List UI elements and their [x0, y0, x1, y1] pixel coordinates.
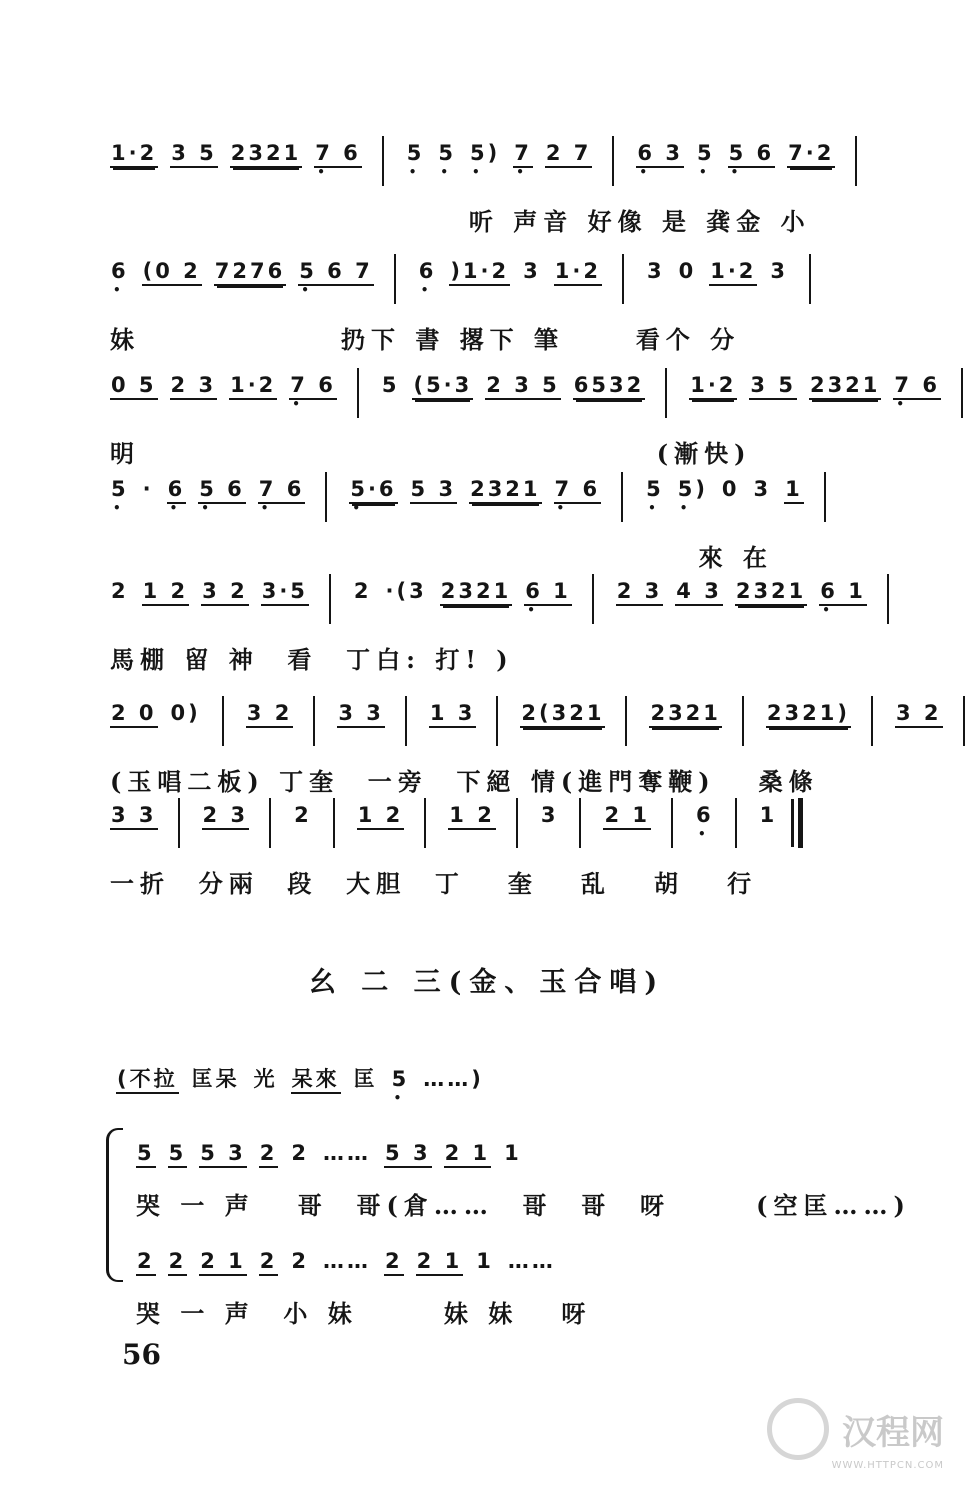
barline: [333, 798, 335, 848]
note: 6 •: [418, 258, 438, 284]
note: 呆來: [291, 1066, 341, 1094]
barline: [516, 798, 518, 848]
note: 2321): [766, 700, 851, 728]
barline: [357, 368, 359, 418]
barline: [592, 574, 594, 624]
note: 0: [678, 259, 697, 283]
note: 5 •: [696, 140, 716, 166]
note: ……: [323, 1141, 372, 1165]
watermark: [767, 1398, 944, 1471]
note: 2 0: [110, 700, 158, 728]
note: 2(321: [520, 700, 605, 728]
note: 2: [136, 1248, 156, 1276]
barline: [424, 798, 426, 848]
note-group: [110, 578, 911, 630]
lyric-line: 听 声音 好像 是 龚金 小: [110, 207, 811, 236]
barline: [496, 696, 498, 746]
barline: [742, 696, 744, 746]
note: 7 6 •: [289, 372, 337, 400]
note: 2: [111, 579, 129, 603]
barline: [671, 798, 673, 848]
lyric-line: 哭 一 声 哥 哥(倉…… 哥 哥 呀 (空匡……): [136, 1191, 911, 1220]
note: 1 2: [448, 802, 496, 830]
note: 2321: [469, 476, 541, 504]
note: 1: [784, 476, 804, 504]
note: 2 1: [199, 1248, 247, 1276]
note: 3 2: [246, 700, 294, 728]
note: 0): [170, 701, 201, 725]
note: 5) •: [469, 140, 501, 166]
note-group: [110, 700, 974, 752]
barline: [625, 696, 627, 746]
lyric-line: (玉唱二板) 丁奎 一旁 下絕 情(進門奪鞭) 桑條: [110, 767, 819, 796]
note: 1 2: [142, 578, 190, 606]
note: 2 1: [444, 1140, 492, 1168]
note: 3 5: [170, 140, 218, 168]
note: 2 1: [416, 1248, 464, 1276]
note: 5 6 •: [728, 140, 776, 168]
page-number: 56: [122, 1338, 161, 1371]
note: 7 •: [513, 140, 533, 168]
note: 5 3: [384, 1140, 432, 1168]
note: 0: [721, 477, 740, 501]
note: ·(3: [385, 579, 427, 603]
note: 5·6 •: [349, 476, 397, 504]
note-group: [110, 258, 833, 310]
note: 2321: [735, 578, 807, 606]
barline: [961, 368, 963, 418]
watermark-logo-icon: [767, 1398, 829, 1460]
section-title: 幺 二 三(金、玉合唱): [308, 967, 666, 998]
note-group: [136, 1248, 569, 1300]
note: 5 •: [645, 476, 665, 502]
note: 3 5: [749, 372, 797, 400]
note: 5 6 •: [198, 476, 246, 504]
note: 7 6 •: [893, 372, 941, 400]
note: 5 •: [406, 140, 426, 166]
note: 2: [291, 1249, 310, 1273]
note: 2 1: [603, 802, 651, 830]
note: 3 2: [201, 578, 249, 606]
note: 4 3: [675, 578, 723, 606]
note-group: [110, 140, 879, 192]
barline: [824, 472, 826, 522]
lyric-line: 馬棚 留 神 看 丁白: 打! ): [110, 645, 514, 674]
note: 2: [291, 1141, 310, 1165]
barline: [621, 472, 623, 522]
barline: [887, 574, 889, 624]
barline: [665, 368, 667, 418]
note: ……): [423, 1067, 484, 1091]
lyric-line: 妹 扔下 書 撂下 筆 看个 分: [110, 325, 741, 354]
note: 3: [646, 259, 665, 283]
lyric-line: 哭 一 声 小 妹 妹 妹 呀: [136, 1299, 592, 1328]
final-barline: [798, 798, 803, 848]
note: 7 6 •: [258, 476, 306, 504]
barline: [222, 696, 224, 746]
note: 匡: [353, 1067, 378, 1091]
note: 6 3 •: [636, 140, 684, 168]
note: 2 3: [616, 578, 664, 606]
barline: [313, 696, 315, 746]
note-group: [136, 1140, 535, 1192]
note: (5·3: [412, 372, 473, 400]
note: 1: [476, 1249, 494, 1273]
note: 2: [168, 1248, 188, 1276]
note: 3: [753, 477, 772, 501]
note-group: [110, 476, 848, 528]
note: 5 6 7 •: [298, 258, 373, 286]
lyric-line: 明 (漸快): [110, 439, 752, 468]
note: ……: [323, 1249, 372, 1273]
barline: [622, 254, 624, 304]
note: 6 •: [695, 802, 715, 828]
note-group: [110, 372, 974, 424]
note: 0 5: [110, 372, 158, 400]
watermark-text: 汉程网: [842, 1412, 944, 1453]
note: 3: [523, 259, 541, 283]
voice-brace: [106, 1128, 123, 1282]
note: 3 2: [895, 700, 943, 728]
note: 5 •: [110, 476, 130, 502]
note: (0 2: [142, 258, 202, 286]
note: 1·2: [689, 372, 737, 400]
barline: [382, 136, 384, 186]
lyric-line: 一折 分兩 段 大胆 丁 奎 乱 胡 行: [110, 869, 758, 898]
note: 5: [136, 1140, 156, 1168]
note: 2: [384, 1248, 404, 1276]
note: 1·2: [229, 372, 277, 400]
note: 2 3: [170, 372, 218, 400]
note: 2 3 5: [485, 372, 560, 400]
watermark-url: WWW.HTTPCN.COM: [831, 1460, 944, 1471]
note: 7·2: [787, 140, 835, 168]
barline: [855, 136, 857, 186]
note: 2: [259, 1248, 279, 1276]
note: 3·5: [261, 578, 309, 606]
note: 1: [759, 803, 778, 827]
note: 1·2: [110, 140, 158, 168]
note: 光: [253, 1067, 278, 1091]
barline: [579, 798, 581, 848]
note: 2: [353, 579, 372, 603]
note: 6 •: [110, 258, 130, 284]
barline: [269, 798, 271, 848]
note: )1·2: [449, 258, 510, 286]
barline: [325, 472, 327, 522]
note: 1·2: [554, 258, 602, 286]
barline: [394, 254, 396, 304]
note: 1 2: [357, 802, 405, 830]
note: 2321: [230, 140, 302, 168]
note: 1: [504, 1141, 522, 1165]
note-group: [116, 1066, 497, 1118]
note: ……: [507, 1249, 556, 1273]
note: 2321: [440, 578, 512, 606]
note: 1·2: [709, 258, 757, 286]
barline: [871, 696, 873, 746]
note: 5) •: [677, 476, 709, 502]
note: 6532: [573, 372, 645, 400]
barline: [809, 254, 811, 304]
note: 2321: [809, 372, 881, 400]
note: 7 6 •: [314, 140, 362, 168]
note: 2: [259, 1140, 279, 1168]
barline: [329, 574, 331, 624]
barline: [963, 696, 965, 746]
note: 6 •: [167, 476, 187, 504]
note: 7 6 •: [554, 476, 602, 504]
note: 3: [540, 803, 559, 827]
note: 6 1 •: [524, 578, 572, 606]
barline: [735, 798, 737, 848]
note: (不拉: [116, 1066, 179, 1094]
note: 3 3: [337, 700, 385, 728]
note: 3 3: [110, 802, 158, 830]
note: 5 3: [199, 1140, 247, 1168]
note-group: [110, 802, 825, 854]
note: 5: [168, 1140, 188, 1168]
note: 2 3: [202, 802, 250, 830]
note: 3: [770, 259, 789, 283]
note: 5 •: [437, 140, 457, 166]
note: 5 •: [391, 1066, 411, 1092]
barline: [405, 696, 407, 746]
note: 2321: [649, 700, 721, 728]
lyric-line: 來 在: [110, 543, 773, 572]
note: 5: [381, 373, 400, 397]
note: 1 3: [429, 700, 477, 728]
note: 7276: [214, 258, 286, 286]
barline: [178, 798, 180, 848]
note: 匡呆: [191, 1067, 240, 1091]
note: 5 3: [410, 476, 458, 504]
barline: [612, 136, 614, 186]
note: 6 1 •: [819, 578, 867, 606]
note: 2 7: [545, 140, 593, 168]
note: ·: [142, 477, 154, 501]
note: 2: [294, 803, 312, 827]
